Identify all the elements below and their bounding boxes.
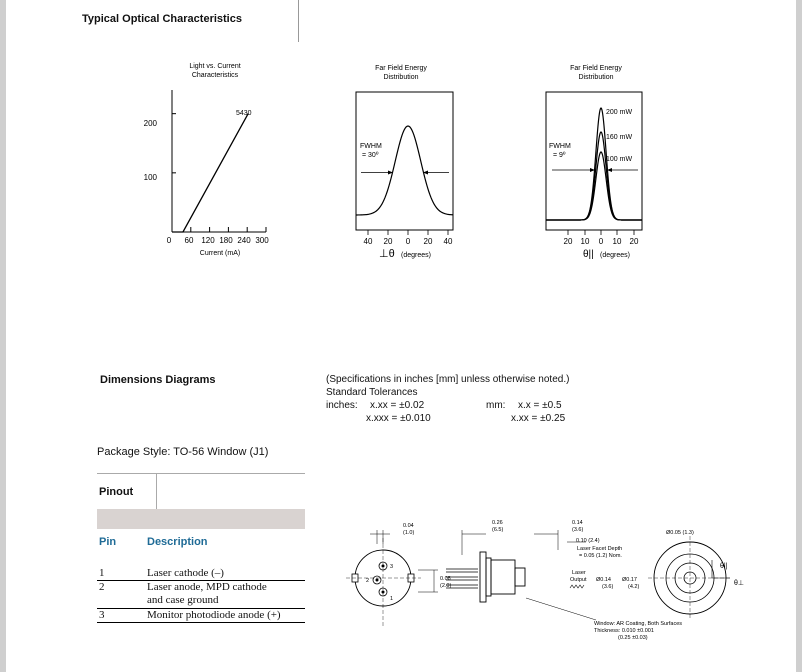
pin-2-label: 2 bbox=[366, 578, 370, 584]
chart2-title-line1: Far Field Energy bbox=[375, 65, 427, 72]
dia-014: Ø0.14 bbox=[596, 577, 611, 583]
inches-tol-1: x.xx = ±0.02 bbox=[370, 400, 425, 411]
datasheet-page bbox=[6, 0, 796, 672]
side-view-flange bbox=[480, 552, 486, 602]
dia-017-mm: (4.2) bbox=[628, 584, 640, 590]
pin-1-desc: Laser cathode (–) bbox=[147, 567, 224, 579]
dia-017: Ø0.17 bbox=[622, 577, 637, 583]
package-style: Package Style: TO-56 Window (J1) bbox=[97, 446, 269, 458]
chart3-xtick-2: 0 bbox=[598, 237, 604, 246]
pin-2-desc-cont: and case ground bbox=[147, 594, 219, 606]
chart1-xtick-240: 240 bbox=[237, 236, 251, 245]
pinout-title: Pinout bbox=[99, 486, 134, 498]
pin-3-number: 3 bbox=[99, 609, 105, 621]
chart-far-field-perp bbox=[351, 60, 461, 260]
chart2-xtick-4: 40 bbox=[443, 237, 453, 246]
dia-014-mm: (3.6) bbox=[602, 584, 614, 590]
dim-004-mm: (1.0) bbox=[403, 530, 415, 536]
chart2-xtick-0: 40 bbox=[363, 237, 373, 246]
dim-008-mm: (2.0) bbox=[440, 583, 452, 589]
chart2-title-line2: Distribution bbox=[383, 74, 419, 81]
pin-1-number: 1 bbox=[99, 567, 105, 579]
laser-output-1: Laser bbox=[572, 570, 586, 576]
dim-026-mm: (6.5) bbox=[492, 527, 504, 533]
chart1-xtick-60: 60 bbox=[184, 236, 194, 245]
chart1-ytick-200: 200 bbox=[143, 119, 157, 128]
chart3-series-160mw: 160 mW bbox=[606, 134, 633, 141]
theta-par-label: θ|| bbox=[720, 563, 728, 570]
pinout-col-pin: Pin bbox=[99, 536, 117, 548]
pin-3-label: 3 bbox=[390, 564, 394, 570]
chart3-fwhm-line1: FWHM bbox=[549, 143, 571, 150]
chart2-xtick-1: 20 bbox=[383, 237, 393, 246]
chart1-xtick-120: 120 bbox=[201, 236, 215, 245]
inches-tol-2: x.xxx = ±0.010 bbox=[366, 413, 431, 424]
side-view-cap bbox=[491, 560, 515, 594]
chart1-series-line bbox=[172, 114, 248, 232]
pin-2-dot bbox=[376, 579, 379, 582]
pin-row-rule-3 bbox=[97, 622, 305, 623]
chart1-title-line1: Light vs. Current bbox=[189, 63, 241, 70]
window-note-2: Thickness: 0.010 ±0.001 bbox=[594, 628, 654, 634]
chart1-series-label: 5430 bbox=[236, 110, 252, 117]
dim-026: 0.26 bbox=[492, 520, 503, 526]
tolerances-title: Standard Tolerances bbox=[326, 387, 418, 398]
chart1-xtick-300: 300 bbox=[255, 236, 269, 245]
chart3-xtick-1: 10 bbox=[580, 237, 590, 246]
pin-1-label: 1 bbox=[390, 596, 394, 602]
facet-depth-2: = 0.05 (1.2) Nom. bbox=[579, 553, 622, 559]
pinout-shaded-bar bbox=[97, 509, 305, 529]
mm-label: mm: bbox=[486, 400, 506, 411]
chart3-series-200mw: 200 mW bbox=[606, 109, 633, 116]
dimensions-title: Dimensions Diagrams bbox=[100, 374, 216, 386]
chart2-fwhm-line1: FWHM bbox=[360, 143, 382, 150]
title-divider bbox=[298, 0, 299, 42]
chart3-xtick-4: 20 bbox=[629, 237, 639, 246]
mm-tol-1: x.x = ±0.5 bbox=[518, 400, 562, 411]
chart3-title-line1: Far Field Energy bbox=[570, 65, 622, 72]
chart3-xlabel-symbol: θ|| bbox=[583, 249, 594, 260]
window-leader bbox=[526, 598, 596, 620]
dim-004: 0.04 bbox=[403, 523, 414, 529]
laser-output-wave-icon bbox=[570, 585, 584, 588]
chart1-ytick-100: 100 bbox=[143, 173, 157, 182]
chart1-plot bbox=[172, 90, 266, 232]
package-rule bbox=[97, 473, 305, 474]
chart3-series-100mw: 100 mW bbox=[606, 156, 633, 163]
pin-2-number: 2 bbox=[99, 581, 105, 593]
window-note-1: Window: AR Coating, Both Surfaces bbox=[594, 621, 683, 627]
chart3-plot bbox=[546, 108, 642, 235]
spec-note: (Specifications in inches [mm] unless otherwise noted.) bbox=[326, 374, 570, 385]
mechanical-drawing bbox=[326, 510, 766, 650]
chart3-fwhm-line2: = 9º bbox=[553, 152, 566, 159]
pin-3-desc: Monitor photodiode anode (+) bbox=[147, 609, 281, 621]
chart2-xlabel-symbol: ⊥θ bbox=[379, 248, 395, 260]
side-view-base bbox=[486, 558, 491, 596]
mm-tol-2: x.xx = ±0.25 bbox=[511, 413, 566, 424]
chart-light-vs-current bbox=[136, 60, 276, 260]
chart2-xtick-3: 20 bbox=[423, 237, 433, 246]
chart1-xtick-0: 0 bbox=[166, 236, 172, 245]
pinout-col-desc: Description bbox=[147, 536, 208, 548]
chart-far-field-par bbox=[538, 60, 658, 260]
chart3-xlabel: (degrees) bbox=[600, 252, 630, 259]
window-note-3: (0.25 ±0.03) bbox=[618, 635, 648, 641]
chart2-distribution-curve bbox=[356, 126, 453, 215]
chart1-xlabel: Current (mA) bbox=[199, 250, 241, 257]
chart3-title-line2: Distribution bbox=[578, 74, 614, 81]
dia-005: Ø0.05 (1.3) bbox=[666, 530, 694, 536]
dim-008: 0.08 bbox=[440, 576, 451, 582]
end-view bbox=[648, 530, 744, 620]
theta-perp-label: θ⊥ bbox=[734, 580, 744, 587]
facet-depth-1: Laser Facet Depth bbox=[577, 546, 623, 552]
dim-014: 0.14 bbox=[572, 520, 583, 526]
pin-2-desc: Laser anode, MPD cathode bbox=[147, 581, 267, 593]
side-view bbox=[446, 520, 682, 641]
chart2-fwhm-line2: = 30º bbox=[362, 152, 379, 159]
front-view bbox=[346, 523, 451, 628]
laser-output-2: Output bbox=[570, 577, 587, 583]
chart2-xtick-2: 0 bbox=[405, 237, 411, 246]
dim-010: 0.10 (2.4) bbox=[576, 538, 600, 544]
chart1-title-line2: Characteristics bbox=[191, 72, 239, 79]
inches-label: inches: bbox=[326, 400, 358, 411]
dim-014-mm: (3.6) bbox=[572, 527, 584, 533]
chart1-xtick-180: 180 bbox=[219, 236, 233, 245]
chart2-xlabel: (degrees) bbox=[401, 252, 431, 259]
chart3-xtick-3: 10 bbox=[612, 237, 622, 246]
side-view-window bbox=[515, 568, 525, 586]
chart3-curve-200mw bbox=[546, 108, 642, 220]
section-title: Typical Optical Characteristics bbox=[82, 13, 242, 25]
chart1-xticks bbox=[167, 236, 269, 245]
chart3-xtick-0: 20 bbox=[563, 237, 573, 246]
